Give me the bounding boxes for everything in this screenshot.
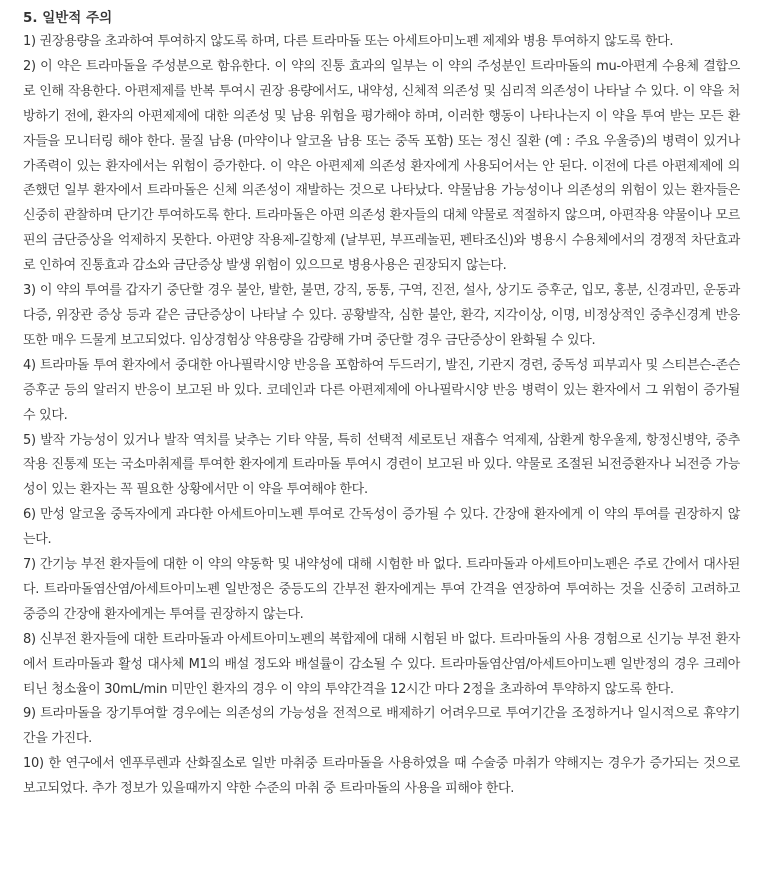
- paragraph-1: 1) 권장용량을 초과하여 투여하지 않도록 하며, 다른 트라마돌 또는 아세트아미노펜 제제와 병용 투여하지 않도록 한다.: [23, 34, 674, 49]
- paragraph-9: 9) 트라마돌을 장기투여할 경우에는 의존성의 가능성을 전적으로 배제하기 어려우므로 투여기간을 조정하거나 일시적으로 휴약기간을 가진다.: [23, 706, 740, 747]
- paragraph-10: 10) 한 연구에서 엔푸루렌과 산화질소로 일반 마취중 트라마돌을 사용하였을 때 수술중 마취가 약해지는 경우가 증가되는 것으로 보고되었다. 추가 정보가 있을때까지 약한 수준의 마취 중 트라마돌의 사용을 피해야 한다.: [23, 756, 740, 797]
- paragraph-2: 2) 이 약은 트라마돌을 주성분으로 함유한다. 이 약의 진통 효과의 일부는 이 약의 주성분인 트라마돌의 mu-아편계 수용체 결합으로 인해 작용한다. 아편제제를 반복 투여시 권장 용량에서도, 내약성, 신체적 의존성 및 심리적 의존성이 나타날 수 있다. 이 약을 처방하기 전에, 환자의 아편제제에 대한 의존성 및 남용 위험을 평가해야 하며, 이러한 행동이 나타나는지 이 약을 투여 받는 모든 환자들을 모니터링 해야 한다. 물질 남용 (마약이나 알코올 남용 또는 중독 포함) 또는 정신 질환 (예 : 주요 우울증)의 병력이 있거나 가족력이 있는 환자에서는 위험이 증가한다. 이 약은 아편제제 의존성 환자에게 사용되어서는 안 된다. 이전에 다른 아편제제에 의존했던 일부 환자에서 트라마돌은 신체 의존성이 재발하는 것으로 나타났다. 약물남용 가능성이나 의존성의 위험이 있는 환자들은 신중히 관찰하며 단기간 투여하도록 한다. 트라마돌은 아편 의존성 환자들의 대체 약물로 적절하지 않으며, 아편작용 약물이나 모르핀의 금단증상을 억제하지 못한다. 아편양 작용제-길항제 (날부핀, 부프레놀핀, 펜타조신)와 병용시 수용체에서의 경쟁적 차단효과로 인하여 진통효과 감소와 금단증상 발생 위험이 있으므로 병용사용은 권장되지 않는다.: [23, 58, 740, 274]
- paragraph-5: 5) 발작 가능성이 있거나 발작 역치를 낮추는 기타 약물, 특히 선택적 세로토닌 재흡수 억제제, 삼환계 항우울제, 항정신병약, 중추작용 진통제 또는 국소마취제를 투여한 환자에게 트라마돌 투여시 경련이 보고된 바 있다. 약물로 조절된 뇌전증환자나 뇌전증 가능성이 있는 환자는 꼭 필요한 상황에서만 이 약을 투여해야 한다.: [23, 432, 740, 498]
- paragraph-4: 4) 트라마돌 투여 환자에서 중대한 아나필락시양 반응을 포함하여 두드러기, 발진, 기관지 경련, 중독성 피부괴사 및 스티븐슨-존슨 증후군 등의 알러지 반응이 보고된 바 있다. 코데인과 다른 아편제제에 아나필락시양 반응 병력이 있는 환자에서 그 위험이 증가될 수 있다.: [23, 357, 740, 423]
- paragraph-6: 6) 만성 알코올 중독자에게 과다한 아세트아미노펜 투여로 간독성이 증가될 수 있다. 간장애 환자에게 이 약의 투여를 권장하지 않는다.: [23, 507, 740, 548]
- paragraph-7: 7) 간기능 부전 환자들에 대한 이 약의 약동학 및 내약성에 대해 시험한 바 없다. 트라마돌과 아세트아미노펜은 주로 간에서 대사된다. 트라마돌염산염/아세트아미노펜 일반정은 중등도의 간부전 환자에게는 투여 간격을 연장하여 투여하는 것을 신중히 고려하고 중증의 간장애 환자에게는 투여를 권장하지 않는다.: [23, 557, 740, 622]
- paragraph-8: 8) 신부전 환자들에 대한 트라마돌과 아세트아미노펜의 복합제에 대해 시험된 바 없다. 트라마돌의 사용 경험으로 신기능 부전 환자에서 트라마돌과 활성 대사체 M1의 배설 정도와 배설률이 감소될 수 있다. 트라마돌염산염/아세트아미노펜 일반정의 경우 크레아티닌 청소율이 30mL/min 미만인 환자의 경우 이 약의 투약간격을 12시간 마다 2정을 초과하여 투약하지 않도록 한다.: [23, 631, 740, 697]
- section-title: 5. 일반적 주의: [23, 10, 113, 26]
- paragraph-3: 3) 이 약의 투여를 갑자기 중단할 경우 불안, 발한, 불면, 강직, 동통, 구역, 진전, 설사, 상기도 증후군, 입모, 홍분, 신경과민, 운동과다증, 위장관 증상 등과 같은 금단증상이 나타날 수 있다. 공황발작, 심한 불안, 환각, 지각이상, 이명, 비정상적인 중추신경계 반응 또한 매우 드물게 보고되었다. 임상경험상 약용량을 감량해 가며 중단할 경우 금단증상이 완화될 수 있다.: [23, 283, 740, 348]
